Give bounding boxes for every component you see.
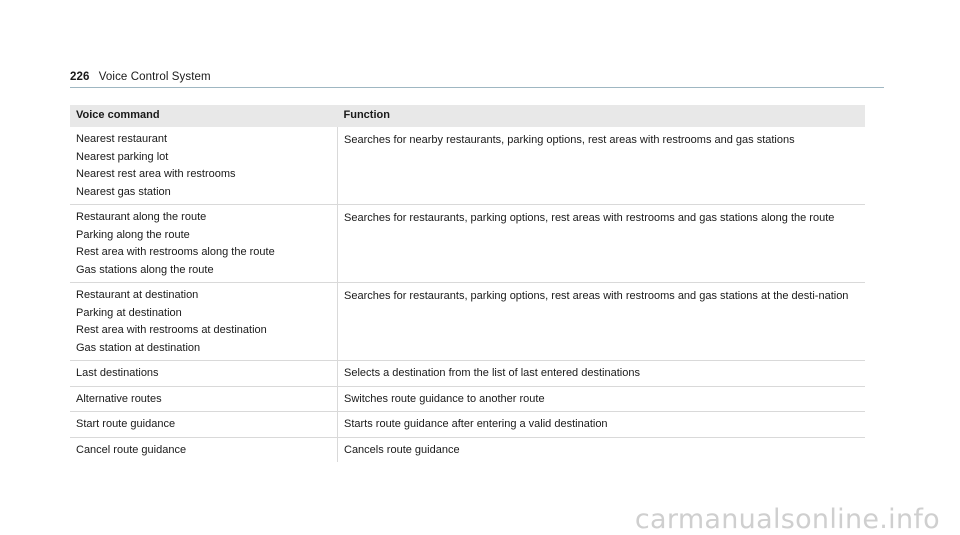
function-description: Switches route guidance to another route — [338, 386, 866, 412]
function-description: Starts route guidance after entering a valid destination — [338, 412, 866, 438]
function-description: Searches for restaurants, parking options, rest areas with restrooms and gas stations at the desti-nation — [338, 283, 866, 361]
page-header — [70, 71, 211, 83]
voice-command: Rest area with restrooms at destination — [76, 324, 267, 336]
column-header-voice-command: Voice command — [70, 105, 338, 127]
function-description: Selects a destination from the list of last entered destinations — [338, 361, 866, 387]
table-row — [70, 205, 865, 283]
table-row — [70, 386, 865, 412]
function-description: Searches for nearby restaurants, parking options, rest areas with restrooms and gas stations — [338, 127, 866, 205]
table-row — [70, 361, 865, 387]
voice-command: Nearest gas station — [76, 185, 171, 198]
voice-command-cell — [70, 127, 338, 205]
header-divider — [70, 87, 884, 88]
voice-command: Cancel route guidance — [76, 443, 187, 456]
page-number: 226 — [70, 71, 90, 83]
voice-command: Nearest parking lot — [76, 150, 169, 163]
voice-command-cell — [70, 205, 338, 283]
voice-command: Nearest rest area with restrooms — [76, 168, 236, 180]
voice-command: Alternative routes — [70, 386, 338, 412]
watermark: carmanualsonline.info — [634, 504, 940, 535]
table-row — [70, 412, 865, 438]
column-header-function: Function — [338, 105, 866, 127]
voice-command: Parking at destination — [76, 306, 182, 319]
table-row — [70, 283, 865, 361]
voice-command: Gas stations along the route — [76, 263, 214, 276]
table-row — [70, 437, 865, 462]
voice-command: Start route guidance — [70, 412, 338, 438]
section-title: Voice Control System — [98, 71, 211, 83]
voice-command: Gas station at destination — [76, 341, 201, 354]
function-description: Searches for restaurants, parking options, rest areas with restrooms and gas stations along the route — [338, 205, 866, 283]
table-row — [70, 127, 865, 205]
voice-command: Last destinations — [70, 361, 338, 387]
voice-command: Rest area with restrooms along the route — [76, 246, 275, 258]
voice-command: Nearest restaurant — [76, 133, 168, 145]
table-header-row — [70, 105, 865, 127]
voice-command-table — [70, 105, 865, 462]
voice-command: Restaurant at destination — [76, 289, 199, 301]
function-description: Cancels route guidance — [338, 437, 866, 462]
voice-command: Parking along the route — [76, 228, 190, 241]
voice-command: Restaurant along the route — [76, 211, 207, 223]
voice-command-cell — [70, 283, 338, 361]
